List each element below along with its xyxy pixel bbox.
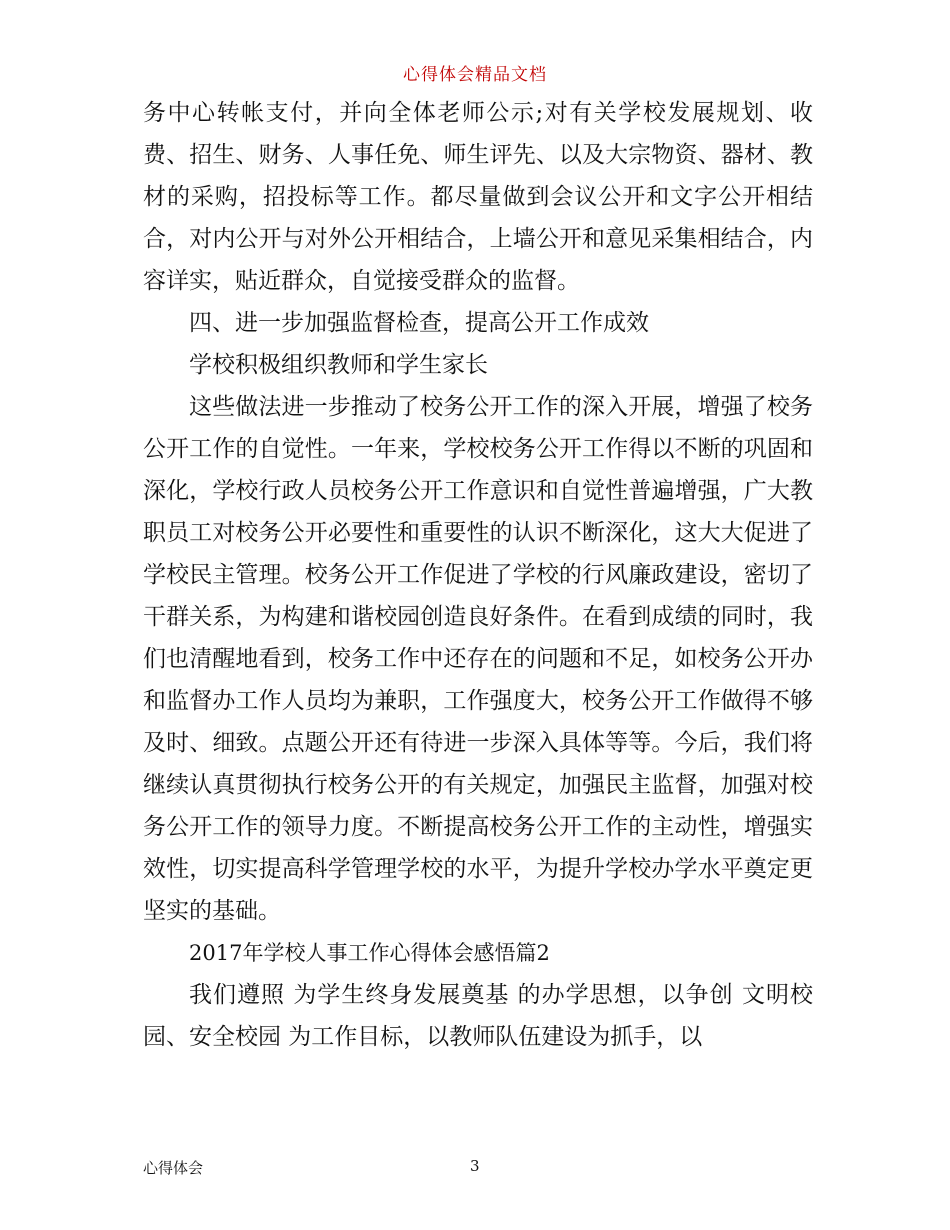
paragraph-body: 这些做法进一步推动了校务公开工作的深入开展，增强了校务公开工作的自觉性。一年来，学校校务公开工作得以不断的巩固和深化，学校行政人员校务公开工作意识和自觉性普遍增强，广大教职员工对校务公开必要性和重要性的认识不断深化，这大大促进了学校民主管理。校务公开工作促进了学校的行风廉政建设，密切了干群关系，为构建和谐校园创造良好条件。在看到成绩的同时，我们也清醒地看到，校务工作中还存在的问题和不足，如校务公开办和监督办工作人员均为兼职，工作强度大，校务公开工作做得不够及时、细致。点题公开还有待进一步深入具体等等。今后，我们将继续认真贯彻执行校务公开的有关规定，加强民主监督，加强对校务公开工作的领导力度。不断提高校务公开工作的主动性，增强实效性，切实提高科学管理学校的水平，为提升学校办学水平奠定更坚实的基础。	[143, 394, 813, 924]
paragraph-short: 学校积极组织教师和学生家长	[189, 352, 488, 378]
document-header: 心得体会精品文档	[403, 65, 547, 85]
paragraph-intro: 我们遵照 为学生终身发展奠基 的办学思想，以争创 文明校园、安全校园 为工作目标，以教师队伍建设为抓手，以	[143, 982, 813, 1050]
article-title: 2017年学校人事工作心得体会感悟篇2	[189, 941, 550, 965]
paragraph-continuation: 务中心转帐支付，并向全体老师公示;对有关学校发展规划、收费、招生、财务、人事任免、师生评先、以及大宗物资、器材、教材的采购，招投标等工作。都尽量做到会议公开和文字公开相结合，对内公开与对外公开相结合，上墙公开和意见采集相结合，内容详实，贴近群众，自觉接受群众的监督。	[143, 100, 813, 294]
page-number: 3	[470, 1157, 480, 1175]
document-body	[143, 92, 813, 1058]
section-heading: 四、进一步加强监督检查，提高公开工作成效	[189, 310, 649, 336]
footer-label: 心得体会	[143, 1159, 204, 1177]
